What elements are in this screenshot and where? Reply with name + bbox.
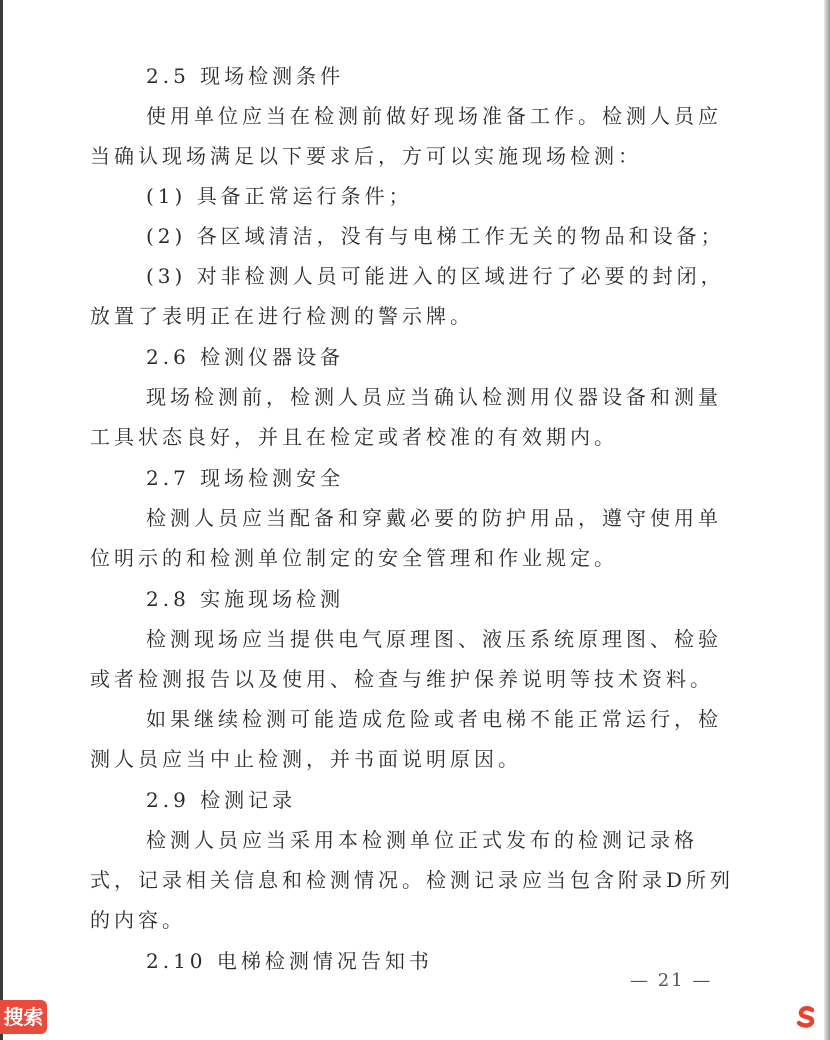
search-watermark-logo: 搜索 [0,1000,47,1034]
section-heading: 2.6 检测仪器设备 [146,345,345,369]
paragraph: 检测现场应当提供电气原理图、液压系统原理图、检验或者检测报告以及使用、检查与维护保养说明等技术资料。 [90,627,722,691]
paragraph: 检测人员应当配备和穿戴必要的防护用品，遵守使用单位明示的和检测单位制定的安全管理和作业规定。 [90,506,722,570]
paragraph: 检测人员应当采用本检测单位正式发布的检测记录格式，记录相关信息和检测情况。检测记录应当包含附录D所列的内容。 [90,828,735,932]
section-heading: 2.9 检测记录 [146,788,297,812]
page-number: — 21 — [630,970,713,991]
section-heading: 2.5 现场检测条件 [146,64,345,88]
list-item: (2) 各区域清洁，没有与电梯工作无关的物品和设备； [146,224,725,248]
paragraph: 如果继续检测可能造成危险或者电梯不能正常运行，检测人员应当中止检测，并书面说明原因。 [90,707,722,771]
list-item: (1) 具备正常运行条件； [146,184,413,208]
sohu-s-logo-icon [790,1001,822,1033]
paragraph: 使用单位应当在检测前做好现场准备工作。检测人员应当确认现场满足以下要求后，方可以实施现场检测： [90,104,722,168]
page-left-edge [0,0,3,1040]
list-item: (3) 对非检测人员可能进入的区域进行了必要的封闭，放置了表明正在进行检测的警示牌。 [90,264,725,328]
section-heading: 2.8 实施现场检测 [146,587,345,611]
page-right-edge [824,0,830,1040]
paragraph: 现场检测前，检测人员应当确认检测用仪器设备和测量工具状态良好，并且在检定或者校准的有效期内。 [90,385,722,449]
document-body [90,55,742,981]
section-heading: 2.7 现场检测安全 [146,466,345,490]
section-heading: 2.10 电梯检测情况告知书 [146,949,433,973]
